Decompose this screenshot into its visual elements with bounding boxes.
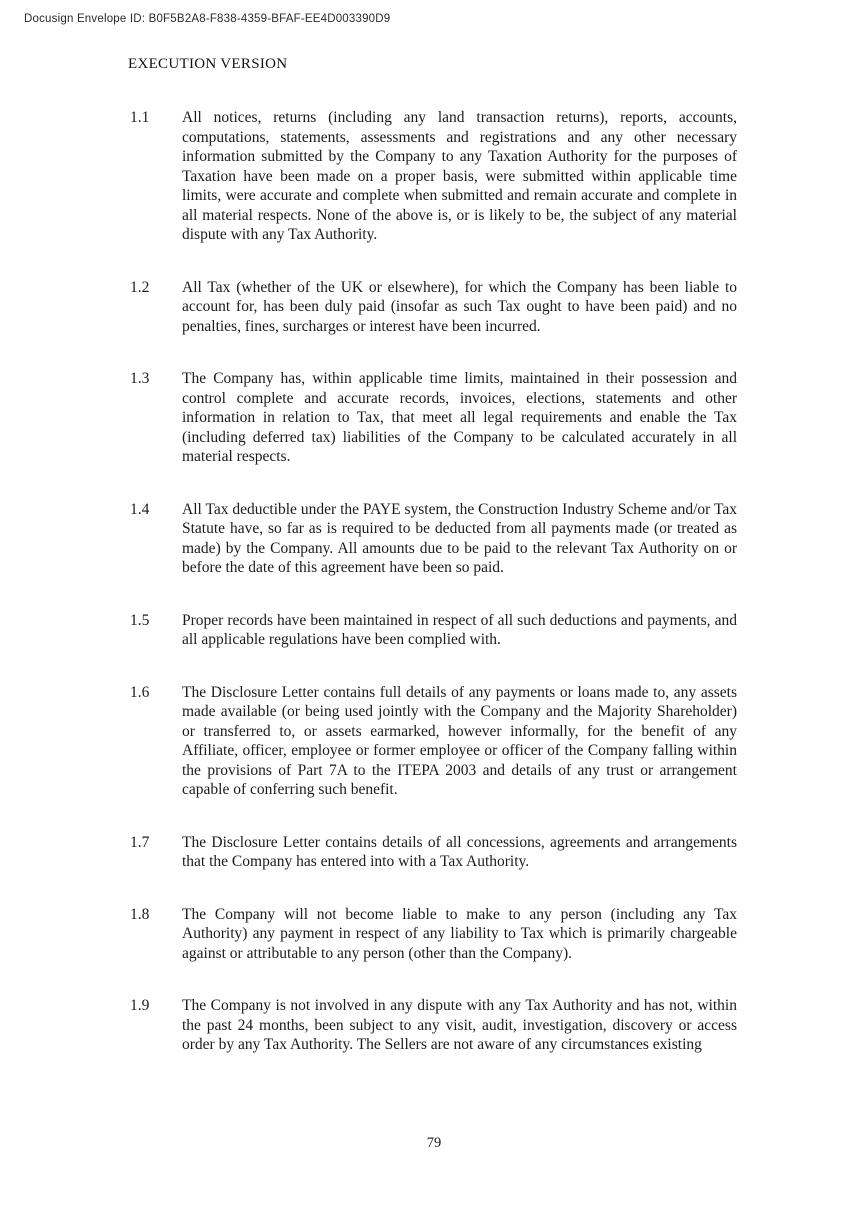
clause-1-2 [130, 278, 737, 337]
clause-number: 1.7 [130, 833, 150, 851]
clause-text: All Tax deductible under the PAYE system, the Construction Industry Scheme and/or Tax Statute have, so far as is required to be deducted from all payments made (or treated as made) by the Company. All amounts due to be paid to the relevant Tax Authority on or before the date of this agreement have been so paid. [182, 500, 737, 576]
clause-1-7 [130, 833, 737, 872]
clause-number: 1.9 [130, 997, 150, 1014]
clause-text: The Disclosure Letter contains full details of any payments or loans made to, any assets made available (or being used jointly with the Company and the Majority Shareholder) or transferred to, or assets earmarked, however informally, for the benefit of any Affiliate, officer, employee or former employee or officer of the Company falling within the provisions of Part 7A to the ITEPA 2003 and details of any trust or arrangement capable of conferring such benefit. [182, 683, 737, 798]
execution-version-label: EXECUTION VERSION [128, 56, 288, 72]
docusign-envelope-id: Docusign Envelope ID: B0F5B2A8-F838-4359-BFAF-EE4D003390D9 [24, 13, 391, 25]
clause-text: The Company will not become liable to make to any person (including any Tax Authority) any payment in respect of any liability to Tax which is primarily chargeable against or attributable to any person (other than the Company). [182, 905, 737, 962]
clause-1-4 [130, 500, 737, 578]
clause-text: The Company has, within applicable time limits, maintained in their possession and control complete and accurate records, invoices, elections, statements and other information in relation to Tax, that meet all legal requirements and enable the Tax (including deferred tax) liabilities of the Company to be calculated accurately in all material respects. [182, 370, 737, 465]
clause-1-5 [130, 611, 737, 650]
clause-text: Proper records have been maintained in respect of all such deductions and payments, and all applicable regulations have been complied with. [182, 611, 737, 648]
clause-1-3 [130, 369, 737, 467]
clause-text: The Disclosure Letter contains details of all concessions, agreements and arrangements that the Company has entered into with a Tax Authority. [182, 833, 737, 870]
clause-number: 1.1 [130, 109, 150, 126]
page-number: 79 [426, 1135, 442, 1151]
clause-1-9 [130, 996, 737, 1055]
clause-number: 1.2 [130, 278, 150, 296]
clause-number: 1.3 [130, 370, 150, 387]
clause-1-6 [130, 683, 737, 800]
clause-number: 1.6 [130, 683, 150, 701]
clause-1-8 [130, 905, 737, 964]
clause-number: 1.8 [130, 905, 150, 923]
clause-number: 1.5 [130, 611, 150, 629]
clause-number: 1.4 [130, 500, 150, 518]
clause-1-1 [130, 108, 737, 245]
clause-text: The Company is not involved in any dispute with any Tax Authority and has not, within the past 24 months, been subject to any visit, audit, investigation, discovery or access order by any Tax Authority. The Sellers are not aware of any circumstances existing [182, 997, 737, 1053]
clause-list [130, 108, 737, 1088]
clause-text: All Tax (whether of the UK or elsewhere), for which the Company has been liable to account for, has been duly paid (insofar as such Tax ought to have been paid) and no penalties, fines, surcharges or interest have been incurred. [182, 278, 737, 335]
clause-text: All notices, returns (including any land transaction returns), reports, accounts, computations, statements, assessments and registrations and any other necessary information submitted by the Company to any Taxation Authority for the purposes of Taxation have been made on a proper basis, were submitted within applicable time limits, were accurate and complete when submitted and remain accurate and complete in all material respects. None of the above is, or is likely to be, the subject of any material dispute with any Tax Authority. [182, 109, 737, 243]
